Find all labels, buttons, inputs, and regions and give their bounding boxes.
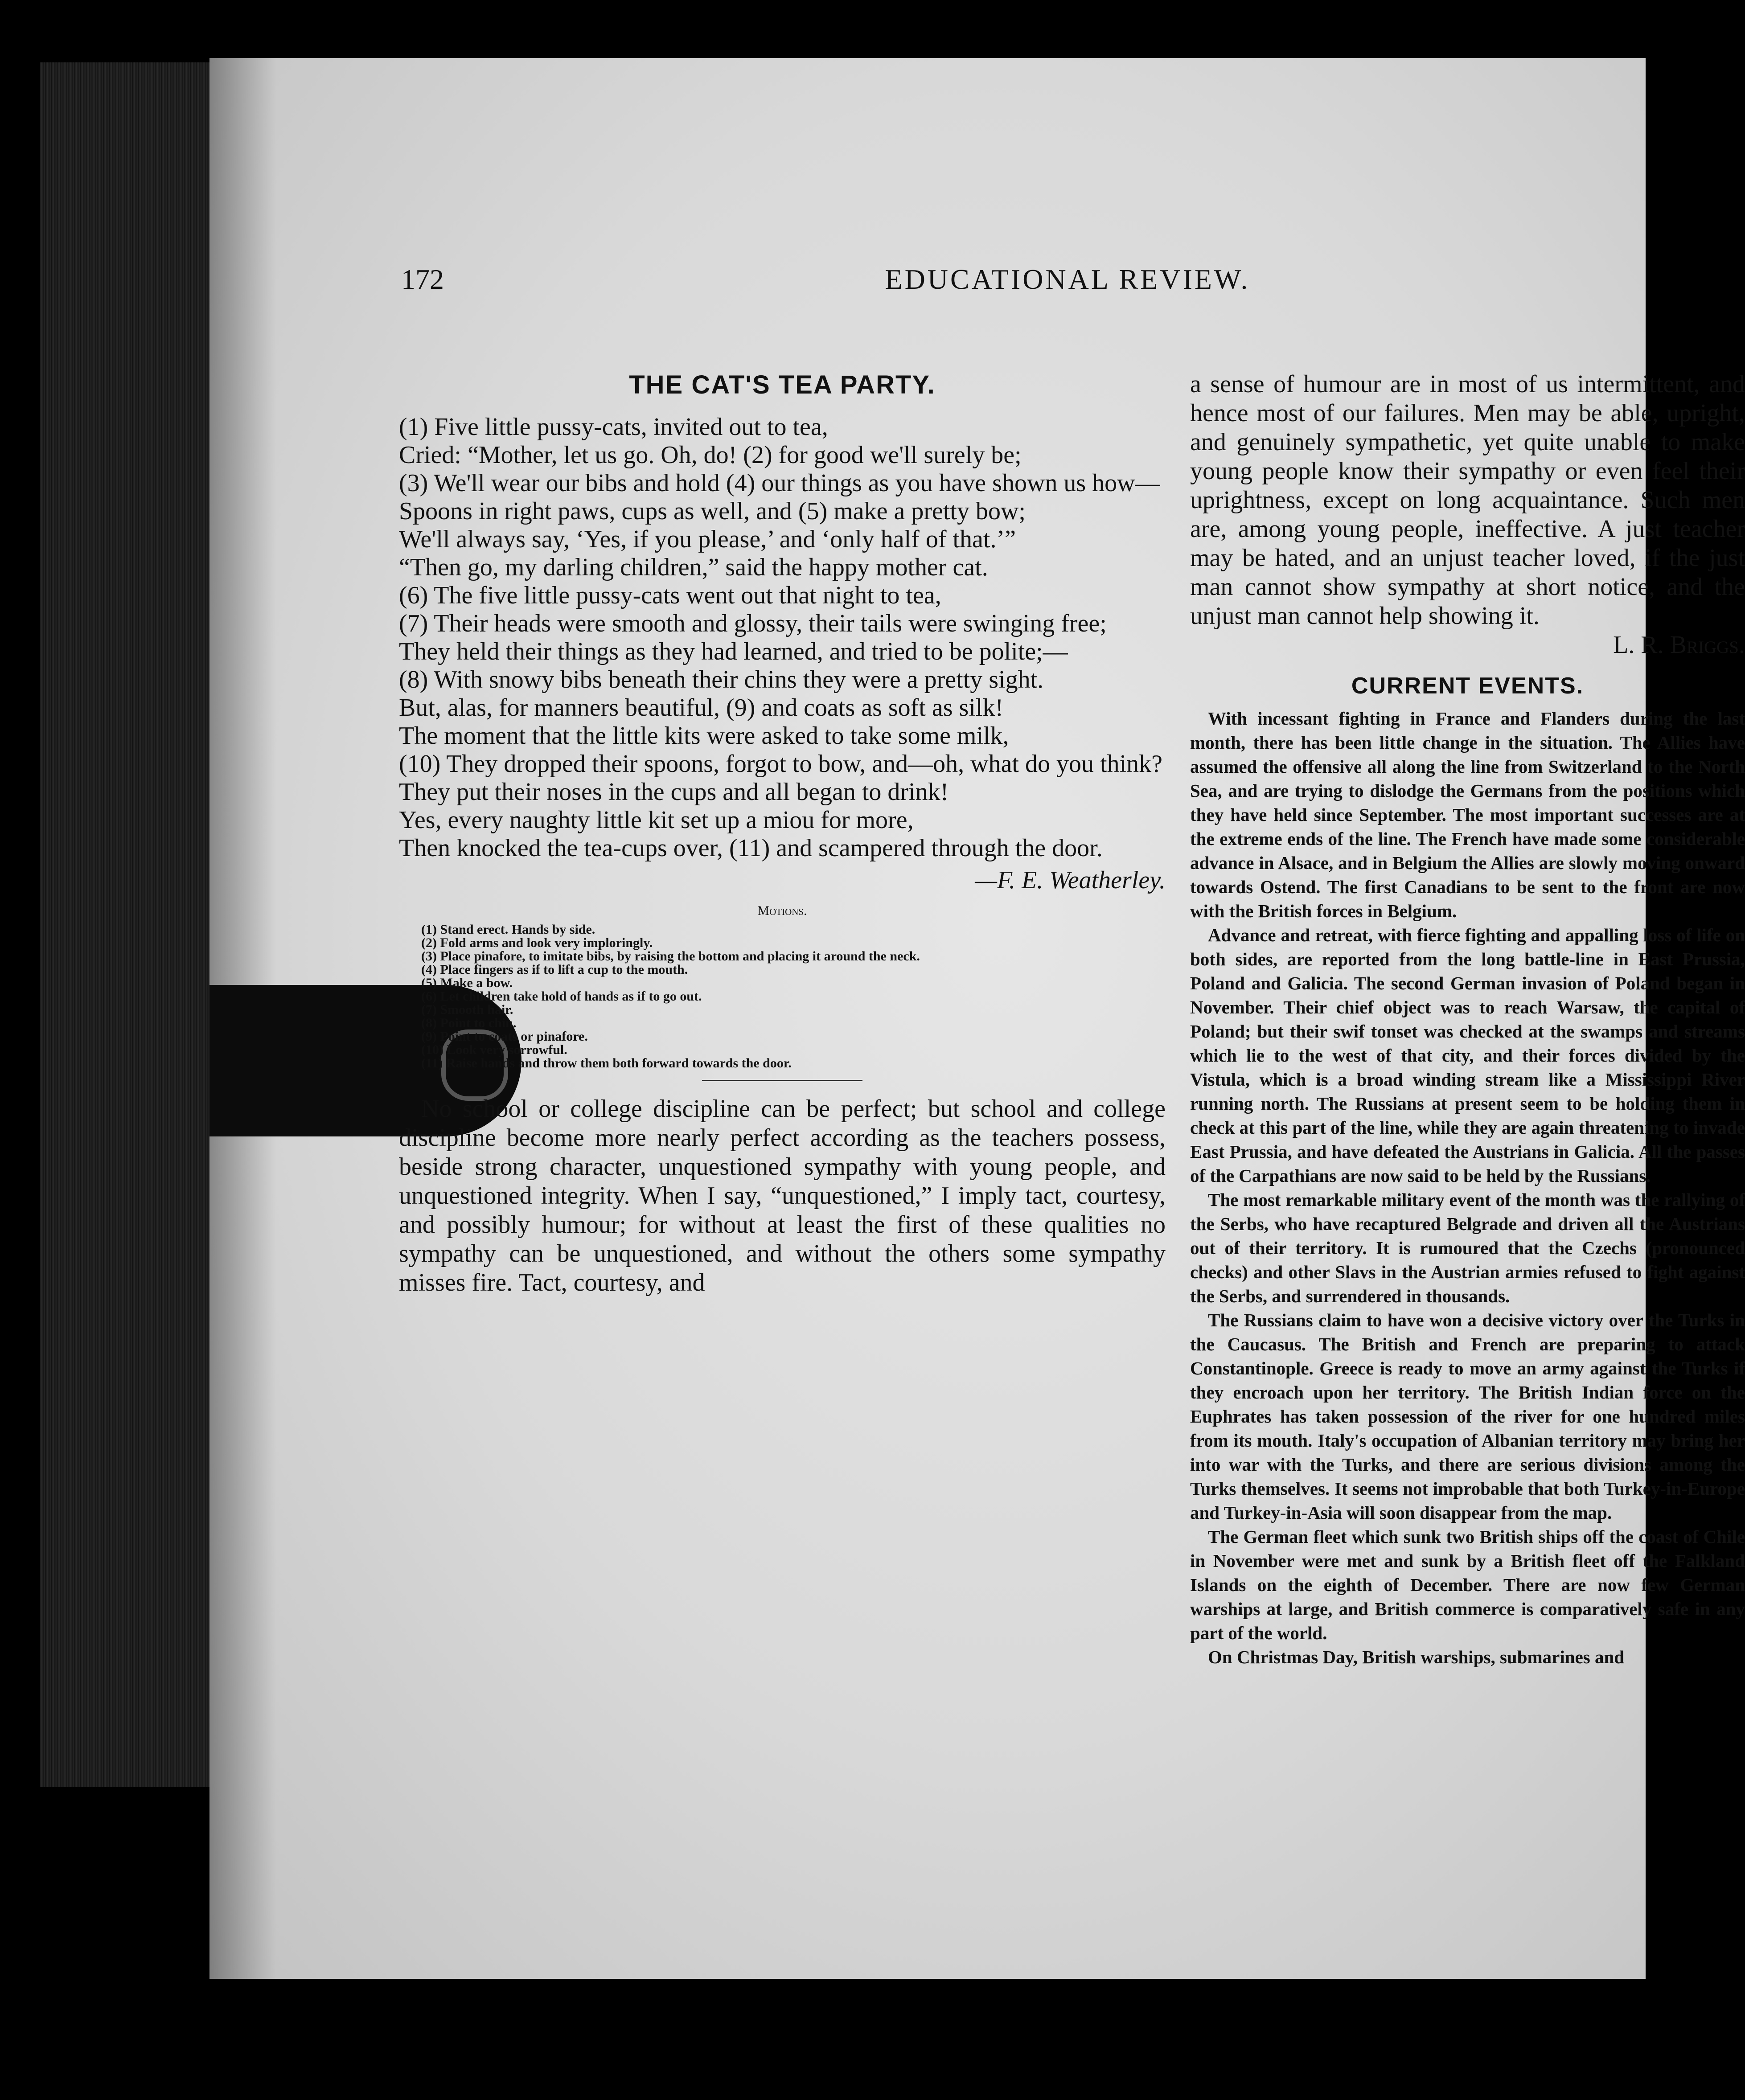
motion-item: (7) Smooth hair. bbox=[421, 1002, 513, 1017]
poem-line: (6) The five little pussy-cats went out that night to tea, bbox=[399, 582, 941, 609]
news-paragraph: With incessant fighting in France and Flanders during the last month, there has been little change in the situation. The Allies have assumed the offensive all along the line from Switzerland to the North Sea, and are trying to dislodge the Germans from the positions which they have held since September. The most important successes are at the extreme ends of the line. The French have made some considerable advance in Alsace, and in Belgium the Allies are slowly moving onward towards Ostend. The first Canadians to be sent to the front are now with the British forces in Belgium. bbox=[1190, 708, 1745, 921]
poem-title: THE CAT'S TEA PARTY. bbox=[629, 370, 936, 399]
current-events-title: CURRENT EVENTS. bbox=[1351, 673, 1584, 699]
page-number: 172 bbox=[401, 263, 444, 295]
poem-line: (3) We'll wear our bibs and hold (4) our things as you have shown us how— bbox=[399, 469, 1160, 497]
motion-item: (3) Place pinafore, to imitate bibs, by raising the bottom and placing it around the neck. bbox=[421, 949, 920, 964]
poem-line: (7) Their heads were smooth and glossy, their tails were swinging free; bbox=[399, 610, 1107, 637]
poem-line: They held their things as they had learned, and tried to be polite;— bbox=[399, 638, 1068, 665]
poem-line: (8) With snowy bibs beneath their chins they were a pretty sight. bbox=[399, 666, 1044, 693]
motion-item: (1) Stand erect. Hands by side. bbox=[421, 922, 595, 937]
motion-item: (11) Raise hands and throw them both forward towards the door. bbox=[421, 1056, 792, 1071]
left-column bbox=[399, 370, 1166, 1297]
book-page-edges bbox=[40, 62, 214, 1787]
poem-line: “Then go, my darling children,” said the happy mother cat. bbox=[399, 554, 988, 581]
poem-body bbox=[399, 413, 1166, 862]
motions-list bbox=[399, 923, 1166, 1070]
motion-item: (5) Make a bow. bbox=[421, 976, 513, 990]
poem-line: But, alas, for manners beautiful, (9) and coats as soft as silk! bbox=[399, 694, 1004, 722]
motion-item: (6) Let children take hold of hands as if to go out. bbox=[421, 989, 702, 1004]
news-paragraph: The Russians claim to have won a decisive victory over the Turks in the Caucasus. The British and French are preparing to attack Constantinople. Greece is ready to move an army against the Turks if they encroach upon her territory. The British Indian force on the Euphrates has taken possession of the river for one hundred miles from its mouth. Italy's occupation of Albanian territory may bring her into war with the Turks, and there are serious divisions among the Turks themselves. It seems not improbable that both Turkey-in-Europe and Turkey-in-Asia will soon disappear from the map. bbox=[1190, 1310, 1745, 1523]
motion-item: (8) Point to chin. bbox=[421, 1016, 517, 1030]
poem-line: (10) They dropped their spoons, forgot to bow, and—oh, what do you think? bbox=[399, 750, 1162, 778]
motion-item: (10) Look very sorrowful. bbox=[421, 1042, 567, 1057]
news-paragraph: On Christmas Day, British warships, submarines and bbox=[1208, 1647, 1625, 1667]
news-paragraph: The most remarkable military event of the month was the rallying of the Serbs, who have recaptured Belgrade and driven all the Austrians out of their territory. It is rumoured that the Czechs (pronounced checks) and other Slavs in the Austrian armies refused to fight against the Serbs, and surrendered in thousands. bbox=[1190, 1189, 1745, 1306]
discipline-paragraph-start: No school or college discipline can be perfect; but school and college discipline become more nearly perfect according as the teachers possess, beside strong character, unquestioned sympathy with young people, and unquestioned integrity. When I say, “unquestioned,” I imply tact, courtesy, and possibly humour; for without at least the first of these qualities no sympathy can be unquestioned, and without the others some sympathy misses fire. Tact, courtesy, and bbox=[399, 1095, 1166, 1296]
poem-line: The moment that the little kits were asked to take some milk, bbox=[399, 722, 1009, 750]
running-head bbox=[401, 263, 1734, 316]
motions-title: Motions. bbox=[757, 903, 807, 918]
poem-line: Then knocked the tea-cups over, (11) and scampered through the door. bbox=[399, 834, 1103, 862]
author-signature: L. R. Briggs. bbox=[1613, 631, 1745, 659]
motion-item: (9) Point to coats or pinafore. bbox=[421, 1029, 588, 1044]
poem-line: They put their noses in the cups and all began to drink! bbox=[399, 778, 949, 806]
motion-item: (2) Fold arms and look very imploringly. bbox=[421, 935, 653, 950]
poem-line: We'll always say, ‘Yes, if you please,’ and ‘only half of that.’” bbox=[399, 525, 1016, 553]
poem-line: Yes, every naughty little kit set up a miou for more, bbox=[399, 806, 914, 834]
discipline-paragraph-end: a sense of humour are in most of us intermittent, and hence most of our failures. Men may be able, upright, and genuinely sympathetic, yet quite unable to make young people know their sympathy or even feel their uprightness, except on long acquaintance. Such men are, among young people, ineffective. A just teacher may be hated, and an unjust teacher loved, if the just man cannot show sympathy at short notice, and the unjust man cannot help showing it. bbox=[1190, 370, 1745, 630]
motion-item: (4) Place fingers as if to lift a cup to the mouth. bbox=[421, 962, 688, 977]
section-divider bbox=[702, 1080, 862, 1081]
journal-title: EDUCATIONAL REVIEW. bbox=[885, 263, 1250, 295]
poem-line: (1) Five little pussy-cats, invited out to tea, bbox=[399, 413, 828, 441]
poem-line: Spoons in right paws, cups as well, and (5) make a pretty bow; bbox=[399, 497, 1026, 525]
poem-line: Cried: “Mother, let us go. Oh, do! (2) for good we'll surely be; bbox=[399, 441, 1022, 469]
news-paragraph: Advance and retreat, with fierce fighting and appalling loss of life on both sides, are reported from the long battle-line in East Prussia, Poland and Galicia. The second German invasion of Poland began in November. Their chief object was to reach Warsaw, the capital of Poland; but their swif tonset was checked at the swamps and streams which lie to the west of that city, and their forces divided by the Vistula, which is a broad winding stream like a Mississippi River running north. The Russians at present seem to be holding them in check at this part of the line, while they are again threatening to invade East Prussia, and have defeated the Austrians in Galicia. All the passes of the Carpathians are now said to be held by the Russians. bbox=[1190, 925, 1745, 1186]
scanned-page bbox=[209, 58, 1745, 1979]
right-column bbox=[1190, 370, 1745, 1669]
news-paragraph: The German fleet which sunk two British ships off the coast of Chile in November were met and sunk by a British fleet off the Falkland Islands on the eighth of December. There are now few German warships at large, and British commerce is comparatively safe in any part of the world. bbox=[1190, 1526, 1745, 1643]
poem-attribution: —F. E. Weatherley. bbox=[975, 866, 1166, 894]
